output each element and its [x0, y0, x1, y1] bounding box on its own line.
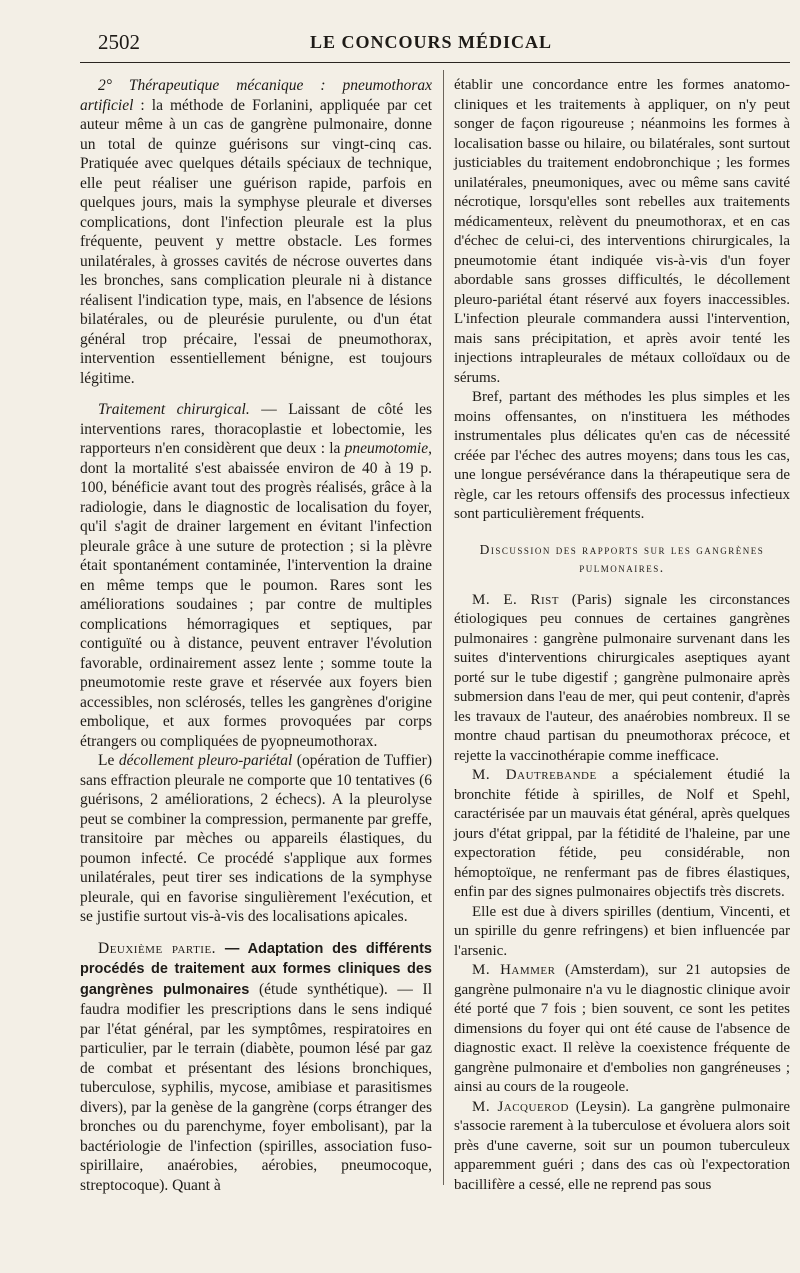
paragraph-surgical — [80, 400, 432, 751]
left-column — [80, 76, 432, 1195]
paragraph-text: (étude synthétique). — Il faudra modifier les prescriptions dans le sens indiqué par l'état général, par les symptômes, respiratoires en particulier, par le terrain (diabète, poumon lésé par gaz de combat et présentant des lésions bronchiques, tuberculose, syphilis, mycose, amibiase et parasitismes divers), par la genèse de la gangrène (corps étranger des bronches ou du parenchyme, foyer embolisant), par la bactériologie de l'infection (spirilles, association fuso-spirillaire, anaérobies, aérobies, pneumocoque, streptocoque). Quant à — [80, 980, 432, 1194]
running-title: LE CONCOURS MÉDICAL — [310, 32, 553, 52]
bold-heading: — Adaptation des différents procédés de traitement aux formes cliniques des gangrènes pulmonaires — [80, 940, 432, 998]
author-name: M. Jacquerod — [472, 1098, 569, 1115]
paragraph-text: a spécialement étudié la bronchite fétide à spirilles, de Nolf et Spehl, caractérisée par un mauvais état général, après quelques jours d'état grippal, par la fétidité de l'haleine, par une expectoration fétide, peu considérable, non hémoptoïque, ne renfermant pas de fibres élastiques, enfin par des signes pulmonaires objectifs très discrets. — [454, 767, 790, 900]
paragraph-pneumothorax — [80, 76, 432, 388]
paragraph-part-two — [80, 939, 432, 1196]
author-name: M. E. Rist — [472, 591, 560, 608]
paragraph-summary: Bref, partant des méthodes les plus simples et les moins offensantes, on n'instituera les méthodes instrumentales plus délicates qu'en cas de nécessité créée par l'échec des autres moyens; dans tous les cas, une longue persévérance dans la thérapeutique sera de règle, car les retours offensifs des processus infectieux sont particulièrement fréquents. — [454, 389, 790, 522]
author-name: M. Dautrebande — [472, 767, 597, 783]
paragraph-text: (Amsterdam), sur 21 autopsies de gangrène pulmonaire n'a vu le diagnostic clinique avoir été porté que 7 fois ; bien souvent, ce sont les petites dimensions du foyer qui ont été cause de l'absence de diagnostic exact. Il relève la coexistence fréquente de gangrène pulmonaire et d'embolies non gangréneuses ; ainsi au cours de la rougeole. — [454, 962, 790, 1095]
paragraph-text: (Paris) signale les circonstances étiologiques peu connues de certaines gangrènes pulmonaires : gangrène pulmonaire survenant dans les suites d'interventions chirurgicales aseptiques ayant porté sur le tube digestif ; gangrène pulmonaire après submersion dans l'eau de mer, qui peut contenir, d'après les travaux de l'auteur, des anaérobies nombreux. Il se montre chaud partisan du pneumothorax précoce, et rejette la vaccinothérapie comme inefficace. — [454, 591, 790, 764]
emphasis: décollement pleuro-pariétal — [118, 752, 293, 769]
paragraph-decollement — [80, 751, 432, 927]
paragraph-continued: établir une concordance entre les formes anatomo-cliniques et les traitements à appliquer, on n'y peut songer de façon rigoureuse ; néanmoins les formes à localisation basse ou hilaire, ou bilatérales, sont surtout justiciables du traitement endobronchique ; les formes unilatérales, pneumoniques, avec ou même sans cavité nécrotique, lorsqu'elles sont rebelles aux traitements médicamenteux, relèvent du pneumothorax, et en cas d'échec de celui-ci, des interventions chirurgicales, la pneumotomie étant indiquée vis-à-vis d'un foyer abordable sans grosses difficultés, le décollement pleuro-pariétal étant réservé aux foyers inaccessibles. L'infection pleurale commandera aussi l'intervention, mais sans précipitation, et après avoir tenté les injections intrapleurales de métaux colloïdaux ou de sérums. — [454, 77, 790, 386]
paragraph-label: Traitement chirurgical. — [98, 401, 250, 418]
page-number: 2502 — [98, 30, 140, 54]
header-rule — [80, 62, 790, 63]
column-divider — [443, 70, 444, 1185]
paragraph-jacquerod — [454, 1098, 790, 1196]
paragraph-rist — [454, 591, 790, 767]
paragraph-text: Le — [98, 752, 119, 769]
paragraph-spirilles: Elle est due à divers spirilles (dentium, Vincenti, et un spirille du genre refringens) et bien influencée par l'arsenic. — [454, 903, 790, 959]
paragraph-text: , dont la mortalité s'est abaissée environ de 40 à 19 p. 100, bénéficie avant tout des progrès réalisés, grâce à la radiologie, dans le diagnostic de localisation du foyer, qu'il s'agit de drainer largement en évitant l'infection pleurale grâce à une suture de protection ; si la plèvre était spontanément contaminée, l'intervention la draine en même temps que le poumon. Rares sont les améliorations soudaines ; par contre de multiples complications hémorragiques et septiques, par contiguïté ou à distance, peuvent entraver l'évolution favorable, ordinairement assez lente ; somme toute la pneumotomie reste grave et réservée aux foyers bien accessibles, non sclérosés, telles les gangrènes d'origine embolique, et aux formes provoquées par corps étrangers ou compliquées de pyopneumothorax. — [80, 440, 432, 750]
paragraph-text: (opération de Tuffier) sans effraction pleurale ne comporte que 10 tentatives (6 guérisons, 2 améliorations, 2 échecs). A la pleurolyse peut se combiner la compression, permanente par greffe, transitoire par mèches ou appareils élastiques, du poumon infecté. Ce procédé s'applique aux formes unilatérales, peut tirer ses indications de la symphyse pleurale, qui en favorise singulièrement l'exécution, et se justifie surtout vis-à-vis des localisations apicales. — [80, 752, 432, 925]
emphasis: pneumotomie — [344, 440, 429, 457]
paragraph-text: (Leysin). La gangrène pulmonaire s'associe rarement à la tuberculose et évoluera alors soit près d'une caverne, soit sur un poumon tuberculeux apparemment guéri ; dans des cas où l'expectoration bacillifère a cessé, elle ne reprend pas sous — [454, 1098, 790, 1193]
page-header — [0, 26, 800, 56]
paragraph-hammer — [454, 961, 790, 1098]
paragraph-dautrebande — [454, 766, 790, 903]
paragraph-label: 2° Thérapeutique mécanique : pneumothorax artificiel — [80, 77, 432, 114]
section-title: Discussion des rapports sur les gangrènes pulmonaires. — [479, 541, 765, 575]
author-name: M. Hammer — [472, 962, 556, 978]
right-column — [454, 76, 790, 1195]
paragraph-label: Deuxième partie. — [98, 939, 217, 957]
paragraph-text: : la méthode de Forlanini, appliquée par cet auteur même à un cas de gangrène pulmonaire, donne un total de quinze guérisons sur vingt-cinq cas. Pratiquée avec quelques détails spéciaux de technique, elle peut réaliser une guérison rapide, parfois en quelques jours, mais la symphyse pleurale et diverses complications, dont l'infection pleurale est la plus fréquente, peuvent y mettre obstacle. Les formes unilatérales, à grosses cavités de nécrose ouvertes dans les bronches, sans complication pleurale ni à distance réalisent l'indication type, mais, en l'absence de lésions bilatérales, ou de pleurésie purulente, ou d'un état général trop précaire, l'essai de pneumothorax, intervention essentiellement bénigne, est toujours légitime. — [80, 96, 432, 387]
paragraph-text: — Laissant de côté les interventions rares, thoracoplastie et lobectomie, les rapporteurs n'en considèrent que deux : la — [80, 401, 432, 457]
